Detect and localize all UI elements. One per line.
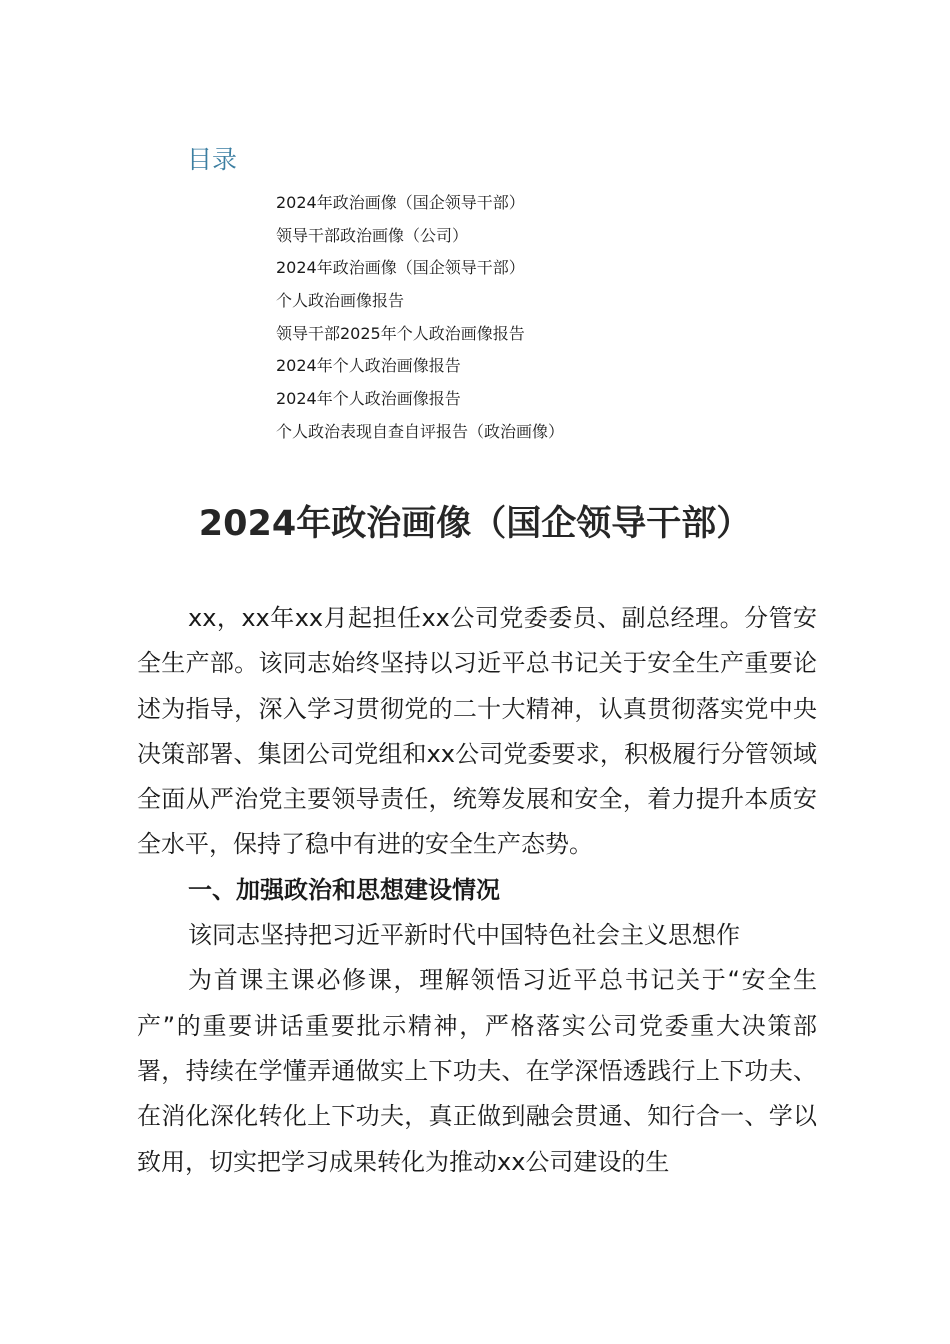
toc-item[interactable]: 个人政治画像报告 — [276, 291, 405, 311]
document-title: 2024年政治画像（国企领导干部） — [198, 504, 752, 544]
toc-item[interactable]: 2024年政治画像（国企领导干部） — [276, 258, 525, 278]
paragraph-intro: xx，xx年xx月起担任xx公司党委委员、副总经理。分管安全生产部。该同志始终坚持以习近平总书记关于安全生产重要论述为指导，深入学习贯彻党的二十大精神，认真贯彻落实党中央决策部署、集团公司党组和xx公司党委要求，积极履行分管领域全面从严治党主要领导责任，统筹发展和安全，着力提升本质安全水平，保持了稳中有进的安全生产态势。 — [137, 604, 817, 859]
toc-item[interactable]: 2024年个人政治画像报告 — [276, 389, 461, 409]
document-body — [137, 596, 817, 1185]
toc-item[interactable]: 2024年个人政治画像报告 — [276, 356, 461, 376]
paragraph: 该同志坚持把习近平新时代中国特色社会主义思想作 — [188, 921, 740, 950]
toc-item[interactable]: 领导干部政治画像（公司） — [276, 225, 469, 245]
toc-list — [276, 187, 564, 449]
paragraph: 为首课主课必修课，理解领悟习近平总书记关于“安全生产”的重要讲话重要批示精神，严格落实公司党委重大决策部署，持续在学懂弄通做实上下功夫、在学深悟透践行上下功夫、在消化深化转化上下功夫，真正做到融会贯通、知行合一、学以致用，切实把学习成果转化为推动xx公司建设的生 — [137, 966, 817, 1176]
toc-item[interactable]: 2024年政治画像（国企领导干部） — [276, 193, 525, 212]
section-heading: 一、加强政治和思想建设情况 — [188, 875, 500, 904]
toc-item[interactable]: 个人政治表现自查自评报告（政治画像） — [276, 421, 565, 441]
toc-item[interactable]: 领导干部2025年个人政治画像报告 — [276, 323, 525, 343]
toc-title: 目录 — [187, 145, 238, 174]
